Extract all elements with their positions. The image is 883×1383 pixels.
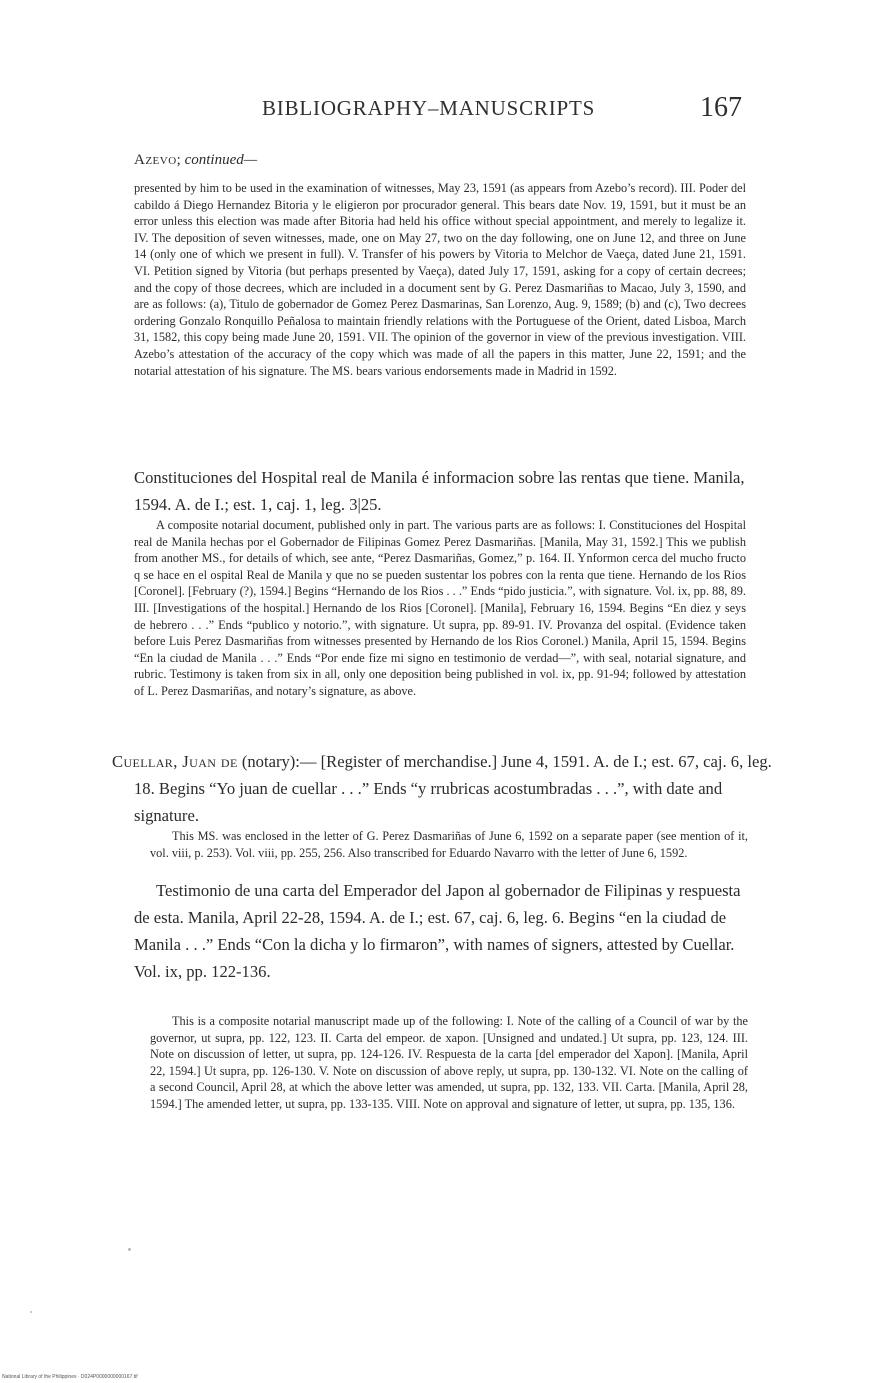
entry-name: Cuellar, Juan de — [112, 752, 238, 771]
paper-speck — [30, 1311, 32, 1313]
constituciones-body: A composite notarial document, published only in part. The various parts are as follows: I. Constituciones del Hospital real de Manila hechas por el Gobernador de Filipinas Gomez Perez Dasmariñas. [Manila, May 31, 1592.] This we publish from another MS., for details of which, see ante, “Perez Dasmariñas, Gomez,” p. 164. II. Ynformon cerca del mucho fructo q se hace en el ospital Real de Manila y que no se pueden sustentar los pobres con la renta que tiene. Hernando de los Rios [Coronel]. [February (?), 1594.] Begins “Hernando de los Rios . . .” Ends “pido justicia.”, with signature. Vol. ix, pp. 88, 89. III. [Investigations of the hospital.] Hernando de los Rios [Coronel]. [Manila], February 16, 1594. Begins “En diez y seys de hebrero . . .” Ends “publico y notorio.”, with signature. Ut supra, pp. 89-91. IV. Provanza del ospital. (Evidence taken before Luis Perez Dasmariñas from witnesses presented by Hernando de los Rios Coronel.) Manila, April 15, 1594. Begins “En la ciudad de Manila . . .” Ends “Por ende fize mi signo en testimonio de verdad—”, with seal, notarial signature, and rubric. Testimony is taken from six in all, only one deposition being published in vol. ix, pp. 91-94; followed by attestation of L. Perez Dasmariñas, and notary’s signature, as above. — [134, 518, 746, 698]
cuellar-entry — [112, 748, 774, 829]
running-head: BIBLIOGRAPHY–MANUSCRIPTS — [262, 96, 596, 120]
continued-label: continued— — [184, 152, 258, 168]
testimonio-body: This is a composite notarial manuscript made up of the following: I. Note of the calling of a Council of war by the governor, ut supra, pp. 122, 123. II. Carta del empeor. de xapon. [Unsigned and undated.] Ut supra, pp. 123, 124. III. Note on discussion of letter, ut supra, pp. 124-126. IV. Respuesta de la carta [del emperador del Xapon]. [Manila, April 22, 1594.] Ut supra, pp. 126-130. V. Note on discussion of above reply, ut supra, pp. 130-132. VI. Note on the calling of a second Council, April 28, at which the above letter was amended, ut supra, pp. 132, 133. VII. Carta. [Manila, April 28, 1594.] The amended letter, ut supra, pp. 133-135. VIII. Note on approval and signature of letter, ut supra, pp. 135, 136. — [150, 1014, 748, 1111]
entry-heading-azevo: Azevo; continued— — [134, 152, 258, 168]
testimonio-title: Testimonio de una carta del Emperador del Japon al gobernador de Filipinas y respuesta de esta. Manila, April 22-28, 1594. A. de I.; est. 67, caj. 6, leg. 6. Begins “en la ciudad de Manila . . .” Ends “Con la dicha y lo firmaron”, with names of signers, attested by Cuellar. Vol. ix, pp. 122-136. — [134, 881, 741, 981]
cuellar-title: (notary):— [Register of merchandise.] June 4, 1591. A. de I.; est. 67, caj. 6, leg. 18. Begins “Yo juan de cuellar . . .” Ends “y rrubricas acostumbradas . . .”, with date and signature. — [134, 752, 772, 825]
paper-speck — [128, 1248, 131, 1251]
scan-credit-footer: National Library of the Philippines · D024P0000000000167.tif — [2, 1374, 138, 1380]
entry-name: Azevo — [134, 152, 177, 168]
cuellar-body: This MS. was enclosed in the letter of G. Perez Dasmariñas of June 6, 1592 on a separate paper (see mention of it, vol. viii, p. 253). Vol. viii, pp. 255, 256. Also transcribed for Eduardo Navarro with the letter of June 6, 1592. — [150, 829, 748, 860]
azevo-body: presented by him to be used in the examination of witnesses, May 23, 1591 (as appears from Azebo’s record). III. Poder del cabildo á Diego Hernandez Bitoria y le eligieron por procurador general. This bears date Nov. 19, 1591, but it must be an error unless this election was made after Bitoria had held his office without special appointment, and merely to legalize it. IV. The deposition of seven witnesses, made, one on May 27, two on the day following, one on June 12, and three on June 14 (only one of which we present in full). V. Transfer of his powers by Vitoria to Melchor de Vaeça, dated June 21, 1591. VI. Petition signed by Vitoria (but perhaps presented by Vaeça), dated July 17, 1591, asking for a copy of certain decrees; and the copy of those decrees, which are included in a document sent by G. Perez Dasmariñas to Macao, July 3, 1590, and are as follows: (a), Titulo de gobernador de Gomez Perez Dasmarinas, San Lorenzo, Aug. 9, 1589; (b) and (c), Two decrees ordering Gonzalo Ronquillo Peñalosa to maintain friendly relations with the Portuguese of the Orient, dated Lisboa, March 31, 1582, this copy being made June 20, 1591. VII. The opinion of the governor in view of the previous investigation. VIII. Azebo’s attestation of the accuracy of the copy which was made of all the papers in this matter, June 22, 1591; and the notarial attestation of his signature. The MS. bears various endorsements made in Madrid in 1592. — [134, 181, 746, 378]
page-number: 167 — [700, 92, 742, 123]
constituciones-title: Constituciones del Hospital real de Manila é informacion sobre las rentas que tiene. Manila, 1594. A. de I.; est. 1, caj. 1, leg. 3|25. — [134, 468, 745, 514]
